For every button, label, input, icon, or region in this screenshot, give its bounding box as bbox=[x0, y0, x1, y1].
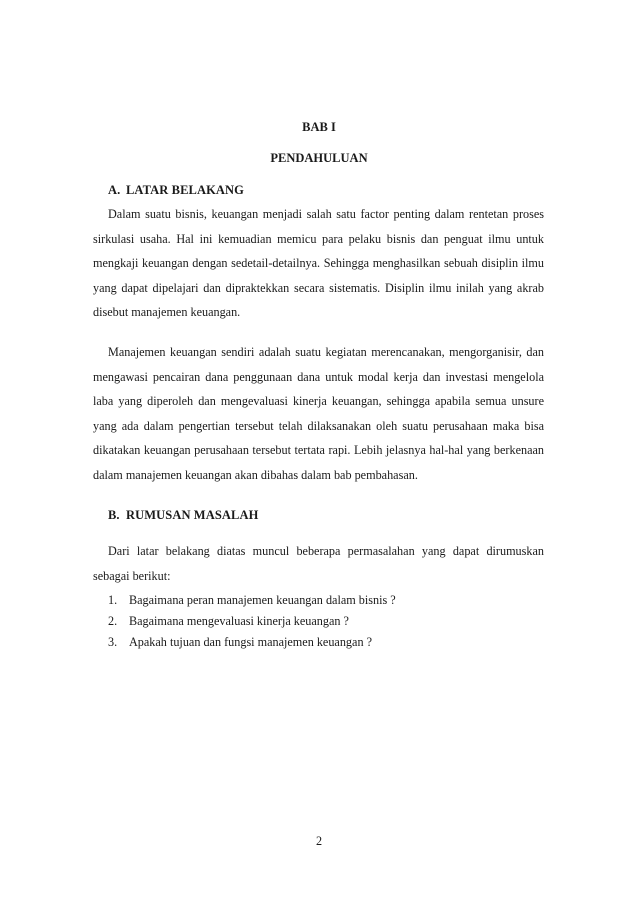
list-item-number: 1. bbox=[108, 593, 118, 607]
list-item bbox=[108, 611, 396, 632]
background-paragraph-2: Manajemen keuangan sendiri adalah suatu kegiatan merencanakan, mengorganisir, dan mengawasi pencairan dana penggunaan dana untuk modal kerja dan investasi mengelola laba yang diperoleh dan mengevaluasi kinerja keuangan, sehingga apabila semua unsure yang ada dalam pengertian tersebut telah dilaksanakan oleh suatu perusahaan maka bisa dikatakan keuangan perusahaan tersebut tertata rapi. Lebih jelasnya hal-hal yang berkenaan dalam manajemen keuangan akan dibahas dalam bab pembahasan. bbox=[93, 345, 544, 482]
section-b-heading bbox=[108, 508, 258, 523]
section-b-title: RUMUSAN MASALAH bbox=[126, 508, 259, 522]
section-a-marker: A. bbox=[108, 183, 121, 197]
list-item-text: Apakah tujuan dan fungsi manajemen keuangan ? bbox=[129, 635, 372, 649]
chapter-title: PENDAHULUAN bbox=[270, 151, 368, 165]
problem-list bbox=[108, 590, 396, 653]
problem-intro-paragraph: Dari latar belakang diatas muncul beberapa permasalahan yang dapat dirumuskan sebagai berikut: bbox=[93, 544, 544, 583]
section-a-title: LATAR BELAKANG bbox=[126, 183, 244, 197]
list-item-number: 3. bbox=[108, 635, 118, 649]
section-b-marker: B. bbox=[108, 508, 120, 522]
section-a-heading bbox=[108, 183, 244, 198]
list-item bbox=[108, 590, 396, 611]
page-number: 2 bbox=[315, 834, 323, 848]
list-item-text: Bagaimana mengevaluasi kinerja keuangan ? bbox=[129, 614, 349, 628]
list-item bbox=[108, 632, 396, 653]
background-paragraph-1: Dalam suatu bisnis, keuangan menjadi salah satu factor penting dalam rentetan proses sirkulasi usaha. Hal ini kemuadian memicu para pelaku bisnis dan penguat ilmu untuk mengkaji keuangan dengan sedetail-detailnya. Sehingga menghasilkan sebuah disiplin ilmu yang dapat dipelajari dan dipraktekkan secara sistematis. Disiplin ilmu inilah yang akrab disebut manajemen keuangan. bbox=[93, 207, 544, 320]
list-item-text: Bagaimana peran manajemen keuangan dalam bisnis ? bbox=[129, 593, 396, 607]
list-item-number: 2. bbox=[108, 614, 118, 628]
chapter-label: BAB I bbox=[302, 120, 336, 134]
